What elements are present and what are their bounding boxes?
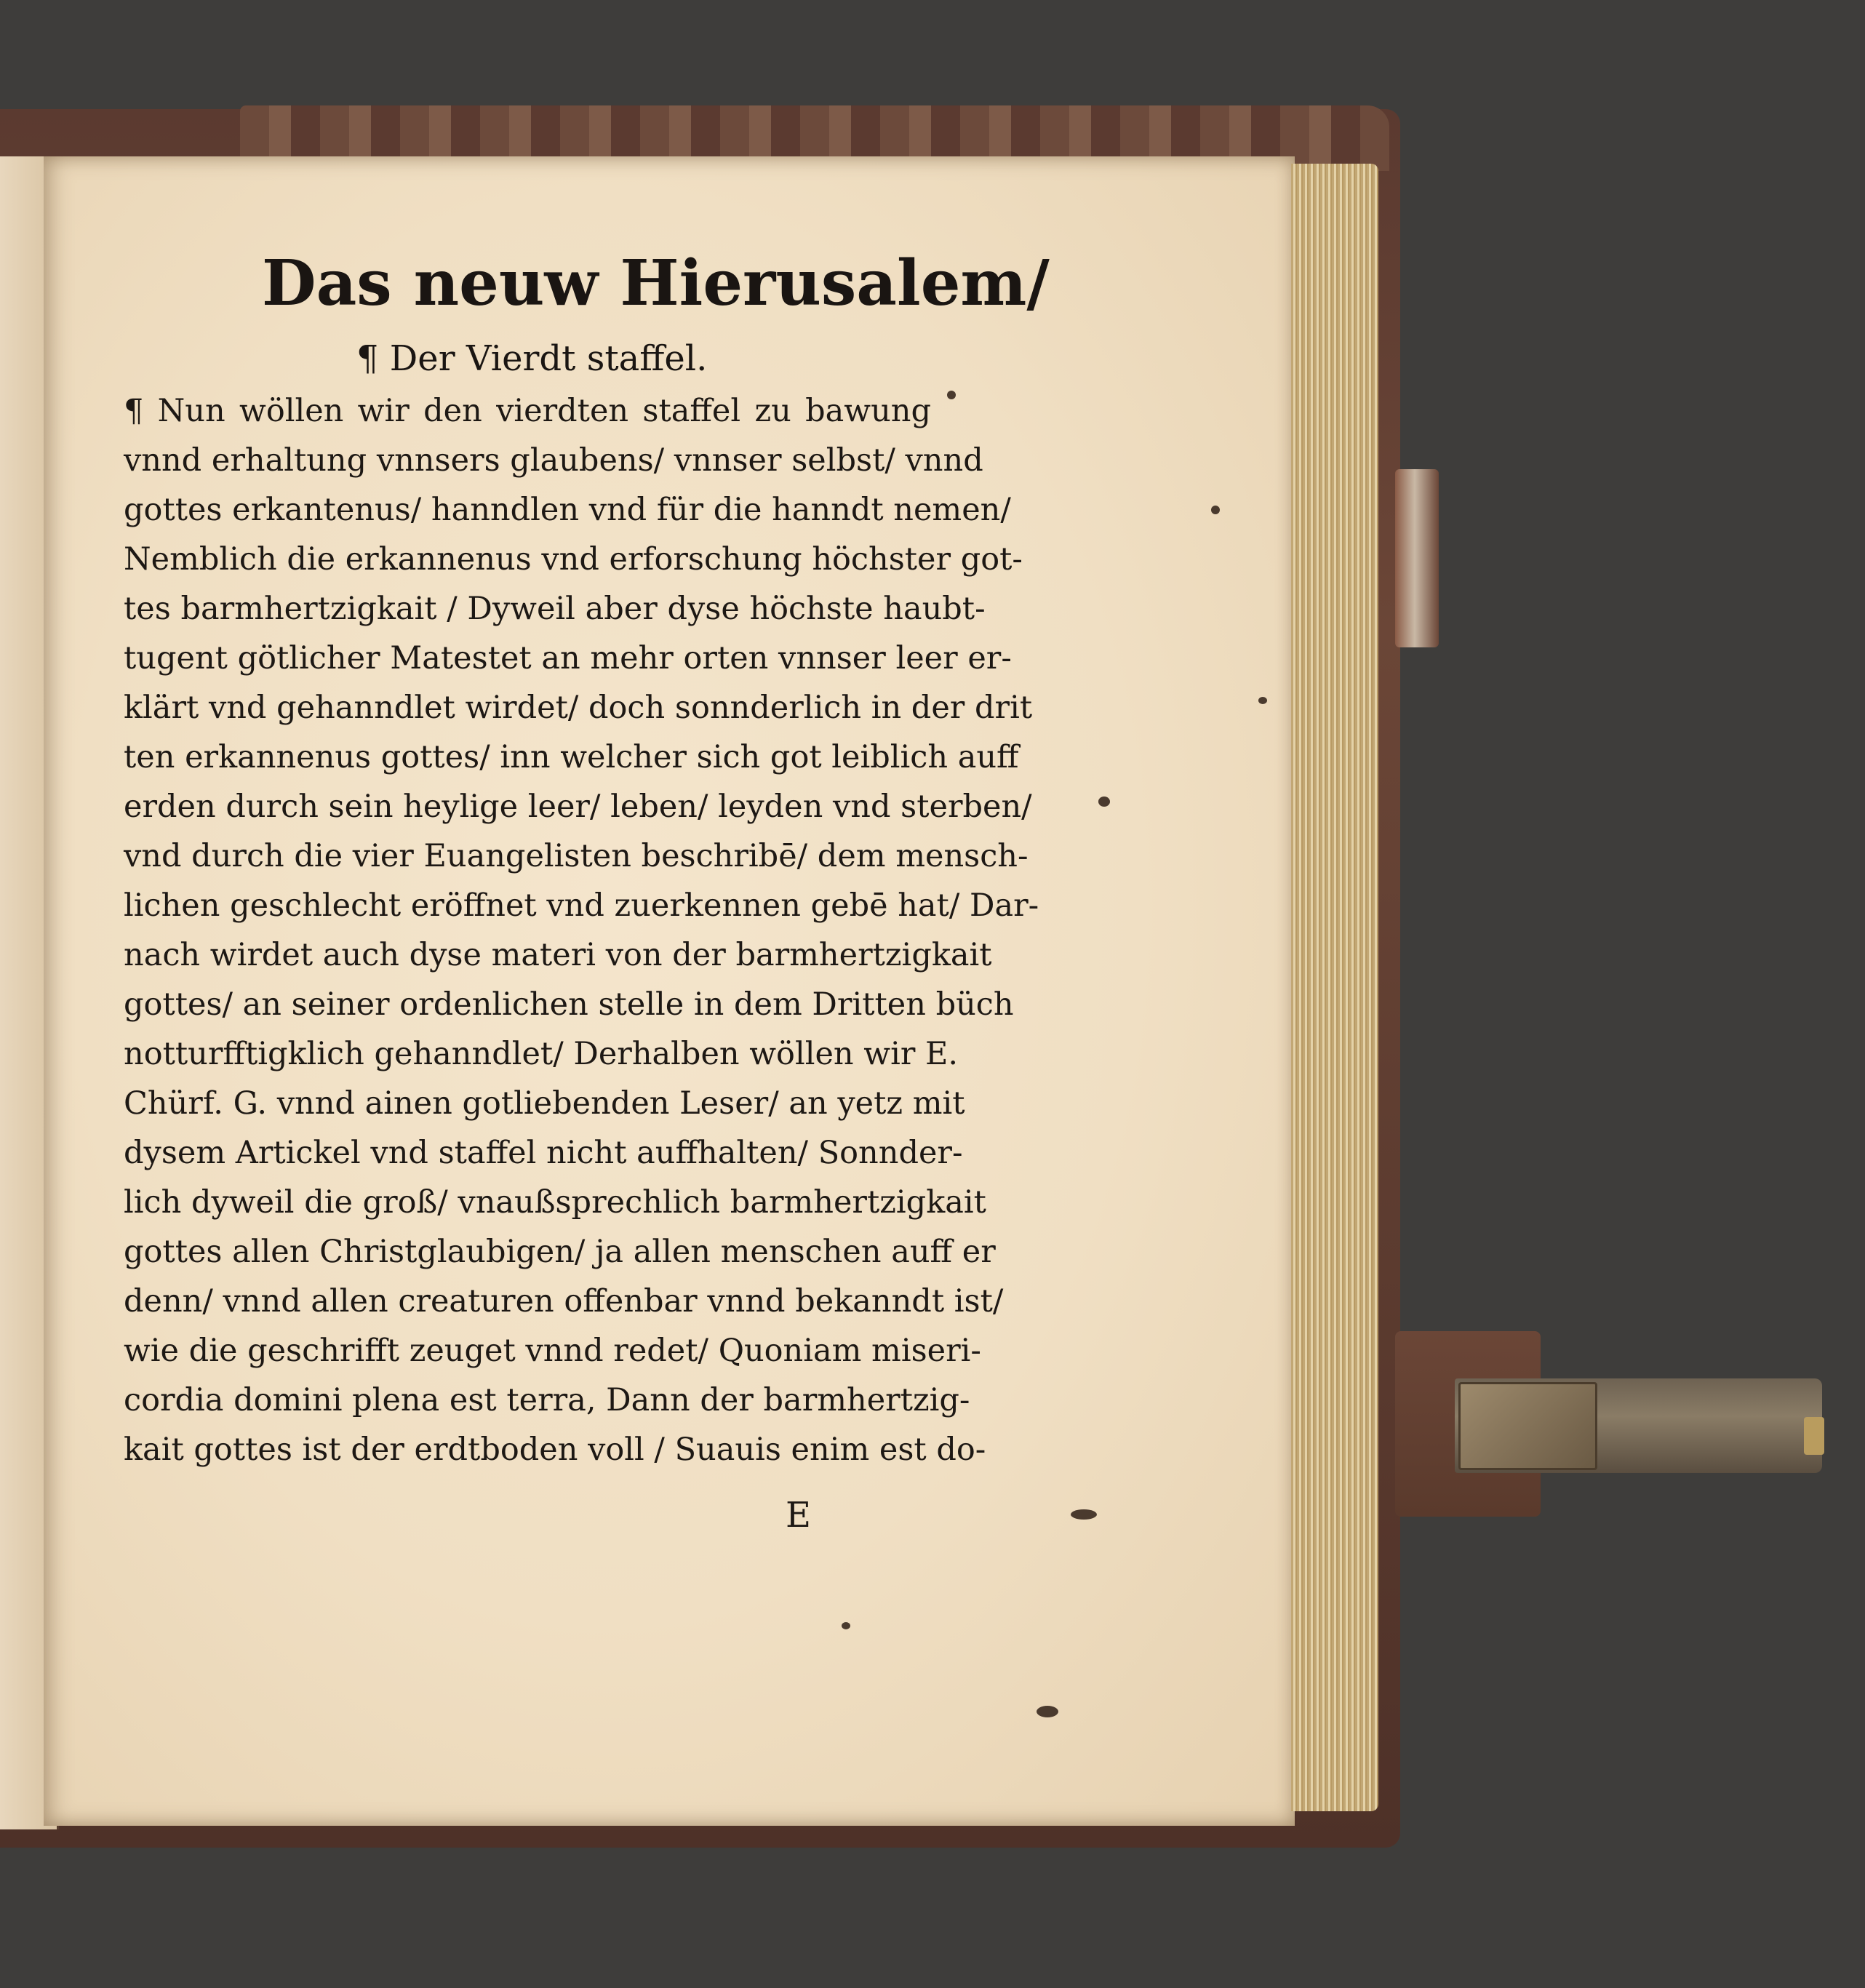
text-line: lichen geschlecht eröffnet vnd zuerkennen gebē hat/ Dar- xyxy=(124,887,1039,924)
text-line: gottes allen Christglaubigen/ ja allen menschen auff er xyxy=(124,1234,996,1270)
text-line: vnnd erhaltung vnnsers glaubens/ vnnser selbst/ vnnd xyxy=(124,442,983,479)
text-line: Nemblich die erkannenus vnd erforschung höchster got- xyxy=(124,541,1023,578)
text-line: klärt vnd gehanndlet wirdet/ doch sonnderlich in der drit xyxy=(124,690,1033,726)
text-line: ¶ Nun wöllen wir den vierdten staffel zu bawung xyxy=(124,393,931,429)
text-line: denn/ vnnd allen creaturen offenbar vnnd bekanndt ist/ xyxy=(124,1283,1004,1320)
text-line: nach wirdet auch dyse materi von der barmhertzigkait xyxy=(124,937,992,973)
text-line: wie die geschrifft zeuget vnnd redet/ Quoniam miseri- xyxy=(124,1333,981,1369)
text-line: kait gottes ist der erdtboden voll / Suauis enim est do- xyxy=(124,1432,986,1468)
page-heading: Das neuw Hierusalem/ xyxy=(262,247,1050,320)
text-line: Chürf. G. vnnd ainen gotliebenden Leser/ an yetz mit xyxy=(124,1085,965,1122)
text-line: erden durch sein heylige leer/ leben/ leyden vnd sterben/ xyxy=(124,789,1032,825)
text-line: notturfftigklich gehanndlet/ Derhalben wöllen wir E. xyxy=(124,1036,959,1072)
section-heading: ¶ Der Vierdt staffel. xyxy=(356,338,708,379)
text-line: gottes erkantenus/ hanndlen vnd für die hanndt nemen/ xyxy=(124,492,1011,528)
text-line: lich dyweil die groß/ vnaußsprechlich barmhertzigkait xyxy=(124,1184,986,1221)
text-line: tugent götlicher Matestet an mehr orten vnnser leer er- xyxy=(124,640,1012,676)
text-line: gottes/ an seiner ordenlichen stelle in dem Dritten büch xyxy=(124,986,1014,1023)
catchword: E xyxy=(786,1495,812,1536)
text-line: ten erkannenus gottes/ inn welcher sich got leiblich auff xyxy=(124,739,1019,775)
text-line: dysem Artickel vnd staffel nicht auffhalten/ Sonnder- xyxy=(124,1135,963,1171)
text-line: cordia domini plena est terra, Dann der barmhertzig- xyxy=(124,1382,970,1418)
text-line: tes barmhertzigkait / Dyweil aber dyse höchste haubt- xyxy=(124,591,986,627)
text-line: vnd durch die vier Euangelisten beschribē/ dem mensch- xyxy=(124,838,1029,874)
